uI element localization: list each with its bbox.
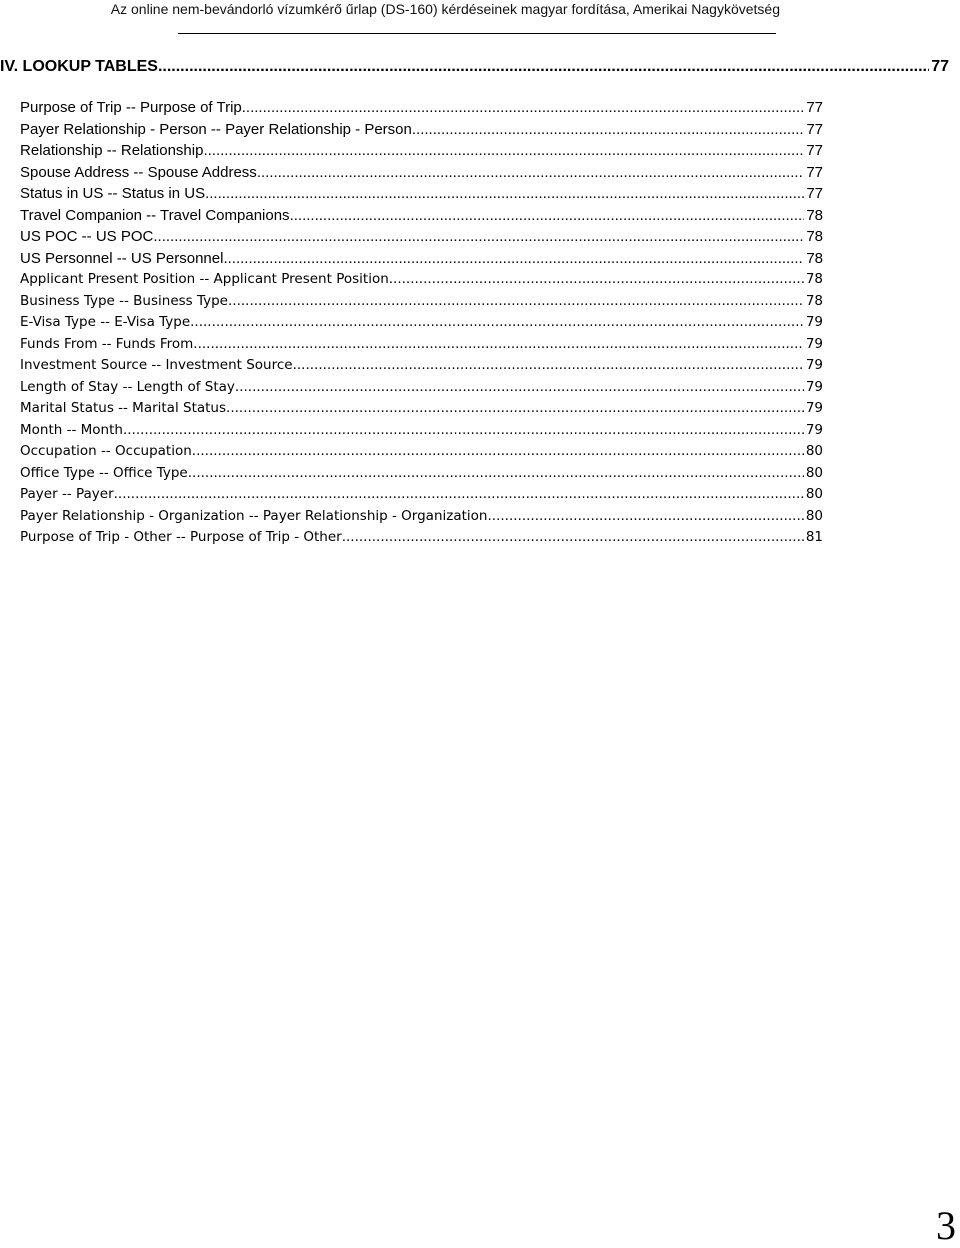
- toc-entry[interactable]: [20, 269, 823, 290]
- toc-dot-leader: [114, 484, 804, 505]
- toc-dot-leader: [153, 226, 804, 247]
- toc-entry-label: E-Visa Type -- E-Visa Type: [20, 314, 191, 330]
- toc-dot-leader: [389, 269, 804, 290]
- toc-entry-page: 80: [805, 486, 823, 502]
- toc-dot-leader: [293, 355, 804, 376]
- toc-dot-leader: [257, 162, 805, 183]
- toc-entry-label: Relationship -- Relationship: [20, 142, 204, 159]
- toc-entry[interactable]: [20, 506, 823, 527]
- toc-entry[interactable]: [20, 355, 823, 376]
- toc-entry[interactable]: [20, 97, 823, 118]
- toc-entry-page: 79: [805, 400, 823, 416]
- toc-entry-page: 77: [806, 99, 823, 116]
- toc-entry[interactable]: [20, 119, 823, 140]
- toc-entry-page: 79: [805, 336, 823, 352]
- toc-entry[interactable]: [20, 205, 823, 226]
- toc-entry[interactable]: [20, 484, 823, 505]
- toc-entry[interactable]: [20, 183, 823, 204]
- toc-entry-label: Travel Companion -- Travel Companions: [20, 207, 290, 224]
- toc-entry-page: 79: [805, 422, 823, 438]
- toc-entry-label: Purpose of Trip - Other -- Purpose of Trip - Other: [20, 529, 342, 545]
- toc-entry-page: 81: [805, 529, 823, 545]
- toc-dot-leader: [223, 248, 804, 269]
- toc-entry-label: US Personnel -- US Personnel: [20, 250, 224, 267]
- toc-entry-label: Occupation -- Occupation: [20, 443, 192, 459]
- toc-entry-page: 78: [806, 228, 823, 245]
- toc-dot-leader: [412, 119, 804, 140]
- toc-dot-leader: [342, 527, 804, 548]
- toc-entry-page: 79: [805, 357, 823, 373]
- toc-entry-label: US POC -- US POC: [20, 228, 154, 245]
- toc-entry-page: 80: [805, 465, 823, 481]
- toc-entry[interactable]: [20, 527, 823, 548]
- header-title: Az online nem-bevándorló vízumkérő űrlap (DS-160) kérdéseinek magyar fordítása, Amerikai Nagykövetség: [110, 1, 780, 17]
- toc-dot-leader: [158, 56, 929, 78]
- toc-dot-leader: [226, 398, 804, 419]
- toc-dot-leader: [242, 97, 805, 118]
- toc-section-lookup-tables[interactable]: [0, 56, 949, 78]
- toc-entry-label: Purpose of Trip -- Purpose of Trip: [20, 99, 242, 116]
- toc-dot-leader: [190, 312, 804, 333]
- toc-entry-page: 79: [805, 379, 823, 395]
- toc-entry-page: 78: [805, 271, 823, 287]
- toc-entry-page: 78: [805, 293, 823, 309]
- toc-entry-label: Business Type -- Business Type: [20, 293, 228, 309]
- toc-entry-label: Applicant Present Position -- Applicant Present Position: [20, 271, 389, 287]
- toc-entry[interactable]: [20, 291, 823, 312]
- toc-entry[interactable]: [20, 140, 823, 161]
- toc-entry-label: Status in US -- Status in US: [20, 185, 206, 202]
- toc-dot-leader: [123, 420, 804, 441]
- toc-entry-label: Marital Status -- Marital Status: [20, 400, 227, 416]
- toc-entry-label: Payer -- Payer: [20, 486, 114, 502]
- toc-entry-page: 80: [805, 508, 823, 524]
- toc-entry-label: Office Type -- Office Type: [20, 465, 188, 481]
- toc-dot-leader: [193, 334, 804, 355]
- toc-dot-leader: [235, 377, 804, 398]
- toc-entry-page: 78: [806, 207, 823, 224]
- toc-dot-leader: [188, 463, 804, 484]
- toc-entry[interactable]: [20, 248, 823, 269]
- toc-entry-label: Month -- Month: [20, 422, 123, 438]
- toc-entry[interactable]: [20, 334, 823, 355]
- toc-entry[interactable]: [20, 162, 823, 183]
- toc-entry-page: 78: [806, 250, 823, 267]
- toc-entry-label: Length of Stay -- Length of Stay: [20, 379, 235, 395]
- toc-dot-leader: [487, 506, 803, 527]
- toc-entry[interactable]: [20, 226, 823, 247]
- toc-entry[interactable]: [20, 377, 823, 398]
- page-header: [0, 0, 960, 40]
- toc-entry-page: 80: [805, 443, 823, 459]
- toc-entry[interactable]: [20, 463, 823, 484]
- toc-dot-leader: [203, 140, 804, 161]
- toc-entry-label: Payer Relationship - Person -- Payer Relationship - Person: [20, 121, 412, 138]
- toc-entry-label: Funds From -- Funds From: [20, 336, 194, 352]
- toc-entry-page: 77: [806, 164, 823, 181]
- toc-entry[interactable]: [20, 420, 823, 441]
- toc-entry-label: Payer Relationship - Organization -- Payer Relationship - Organization: [20, 508, 488, 524]
- header-rule: [178, 33, 776, 34]
- toc-entry[interactable]: [20, 441, 823, 462]
- toc-dot-leader: [228, 291, 804, 312]
- toc-entry-label: Investment Source -- Investment Source: [20, 357, 293, 373]
- toc-dot-leader: [205, 183, 804, 204]
- toc-section-page: 77: [931, 58, 949, 75]
- toc-dot-leader: [192, 441, 804, 462]
- toc-entry-page: 79: [805, 314, 823, 330]
- toc-entry-page: 77: [806, 185, 823, 202]
- toc-entry-page: 77: [806, 142, 823, 159]
- toc-entry-page: 77: [806, 121, 823, 138]
- toc-entry-label: Spouse Address -- Spouse Address: [20, 164, 257, 181]
- toc-entry[interactable]: [20, 398, 823, 419]
- toc-section-label: IV. LOOKUP TABLES: [0, 58, 158, 75]
- page-number: 3: [936, 1203, 956, 1248]
- toc-dot-leader: [290, 205, 805, 226]
- toc-entry[interactable]: [20, 312, 823, 333]
